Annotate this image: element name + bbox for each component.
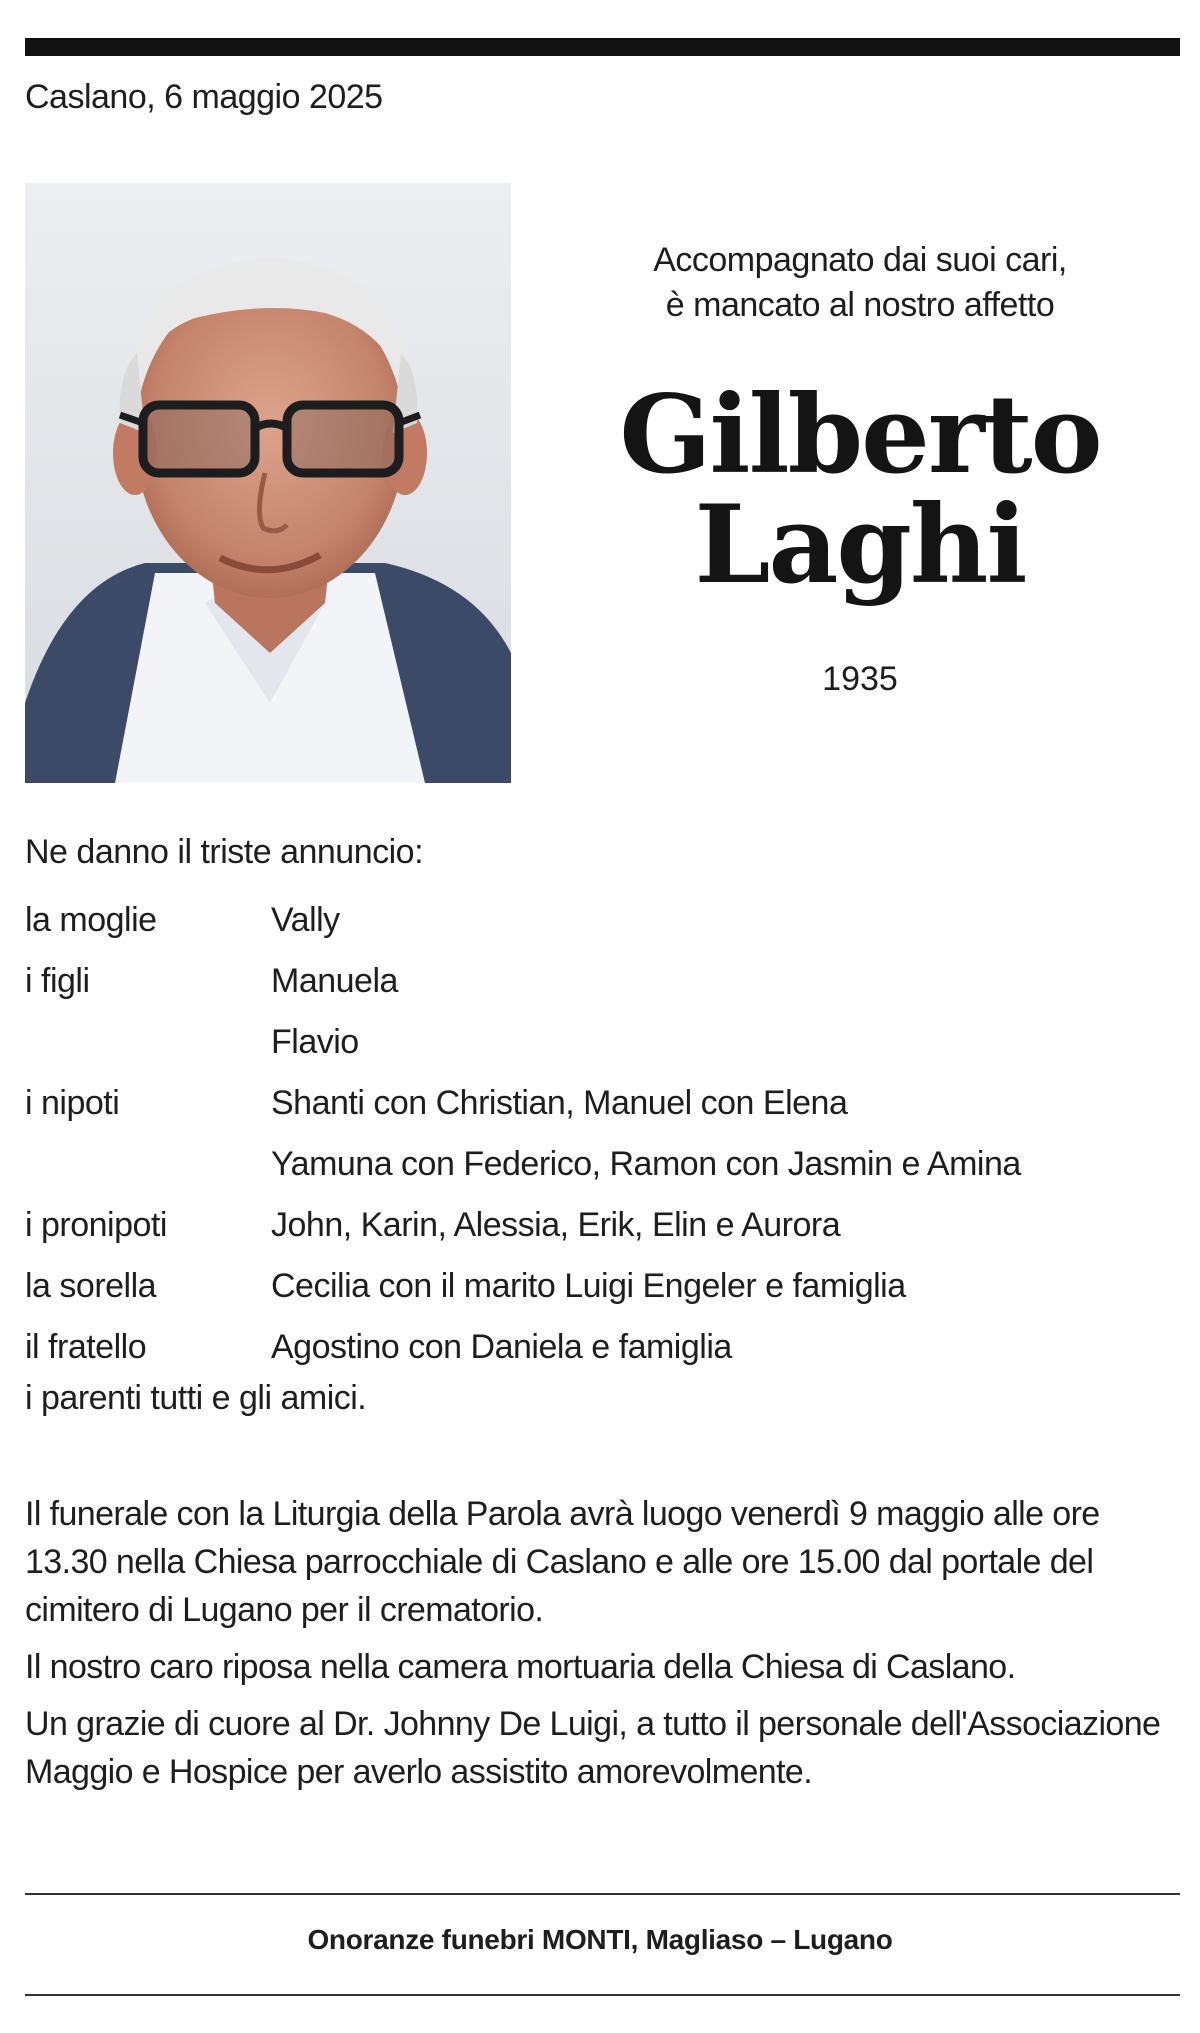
- family-names: Shanti con Christian, Manuel con Elena: [271, 1084, 848, 1122]
- family-relation: i nipoti: [25, 1084, 120, 1122]
- footer-top-rule: [25, 1893, 1180, 1895]
- family-relation: i figli: [25, 962, 90, 1000]
- family-names: Agostino con Daniela e famiglia: [271, 1328, 732, 1366]
- family-list: [25, 890, 1175, 1378]
- family-relation: la sorella: [25, 1267, 157, 1305]
- intro-line-1: Accompagnato dai suoi cari,: [653, 241, 1067, 279]
- birth-year: 1935: [822, 660, 898, 698]
- family-names: Vally: [271, 901, 340, 939]
- last-name: Laghi: [694, 482, 1026, 608]
- place-date: Caslano, 6 maggio 2025: [25, 78, 383, 116]
- family-row: [25, 1073, 1175, 1134]
- family-names: Manuela: [271, 962, 398, 1000]
- deceased-name: [560, 372, 1160, 608]
- family-names: John, Karin, Alessia, Erik, Elin e Aurora: [271, 1206, 841, 1244]
- first-name: Gilberto: [619, 372, 1101, 498]
- funeral-home-credit: Onoranze funebri MONTI, Magliaso – Lugano: [307, 1924, 893, 1955]
- notice-paragraphs: [25, 1490, 1175, 1805]
- family-row: [25, 1134, 1175, 1195]
- family-relation: la moglie: [25, 901, 157, 939]
- family-row: [25, 890, 1175, 951]
- family-names: Flavio: [271, 1023, 359, 1061]
- family-names: Cecilia con il marito Luigi Engeler e famiglia: [271, 1267, 906, 1305]
- family-names: Yamuna con Federico, Ramon con Jasmin e Amina: [271, 1145, 1021, 1183]
- rest-paragraph: Il nostro caro riposa nella camera mortuaria della Chiesa di Caslano.: [25, 1648, 1016, 1686]
- top-rule: [25, 38, 1180, 56]
- announcement-heading: Ne danno il triste annuncio:: [25, 833, 424, 871]
- family-row: [25, 1317, 1175, 1378]
- family-row: [25, 1195, 1175, 1256]
- closing-relatives: i parenti tutti e gli amici.: [25, 1379, 367, 1417]
- thanks-paragraph: Un grazie di cuore al Dr. Johnny De Luigi, a tutto il personale dell'Associazione Maggio e Hospice per averlo assistito amorevolmente.: [25, 1705, 1161, 1791]
- family-relation: il fratello: [25, 1328, 147, 1366]
- family-relation: i pronipoti: [25, 1206, 167, 1244]
- family-row: [25, 1012, 1175, 1073]
- intro-text: [560, 238, 1160, 328]
- family-row: [25, 951, 1175, 1012]
- funeral-paragraph: Il funerale con la Liturgia della Parola avrà luogo venerdì 9 maggio alle ore 13.30 nella Chiesa parrocchiale di Caslano e alle ore 15.00 dal portale del cimitero di Lugano per il crematorio.: [25, 1495, 1100, 1629]
- footer-bottom-rule: [25, 1994, 1180, 1996]
- portrait-photo: [25, 183, 511, 783]
- intro-line-2: è mancato al nostro affetto: [665, 286, 1055, 324]
- family-row: [25, 1256, 1175, 1317]
